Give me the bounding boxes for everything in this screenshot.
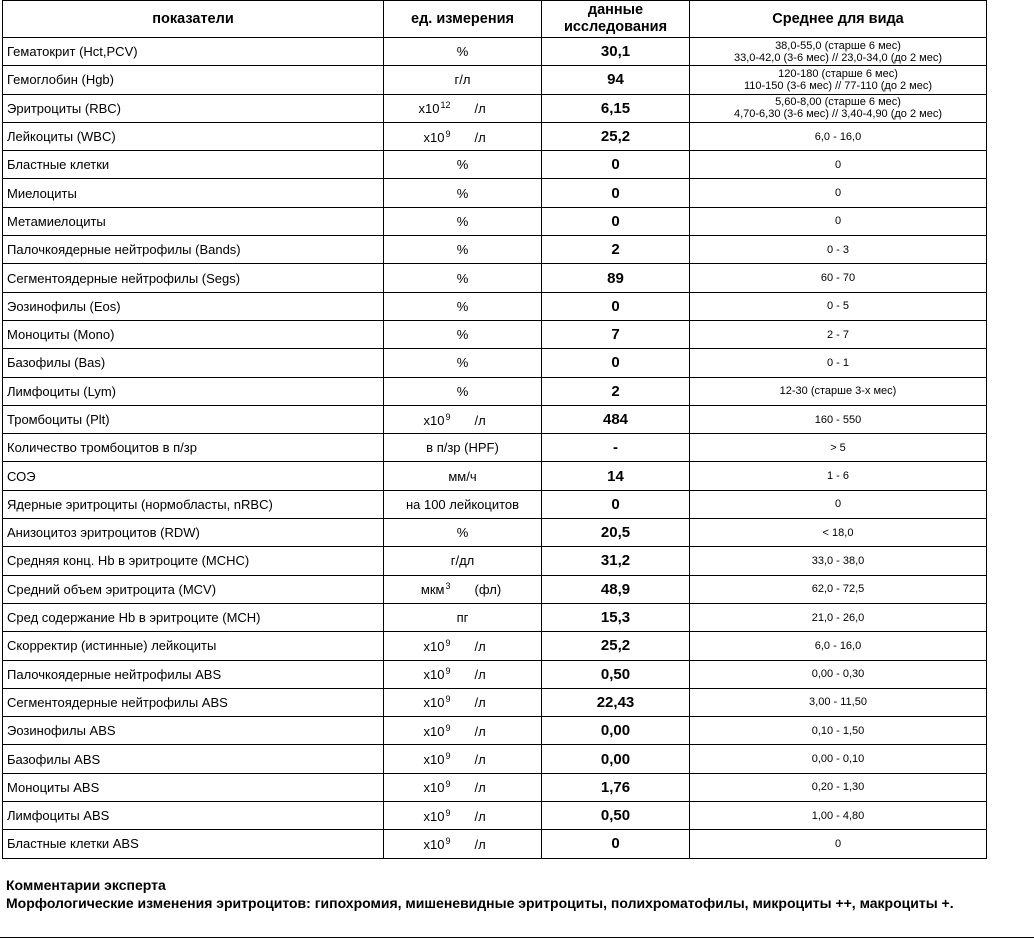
reference-range [690,632,987,660]
parameter-result: 0 [542,349,690,377]
unit-expression [384,100,541,116]
unit-tail: /л [474,808,486,824]
parameter-result: 22,43 [542,688,690,716]
unit-tail: /л [474,638,486,654]
parameter-name: Палочкоядерные нейтрофилы (Bands) [3,236,384,264]
parameter-name: Средняя конц. Hb в эритроците (MCHC) [3,547,384,575]
reference-line: 0,00 - 0,10 [811,753,865,766]
parameter-result: 0,50 [542,802,690,830]
results-body [3,38,987,859]
parameter-name: Скорректир (истинные) лейкоциты [3,632,384,660]
unit-base-text: x10 [423,412,445,428]
parameter-unit [384,575,542,603]
parameter-unit: % [384,207,542,235]
unit-expression [384,638,541,654]
reference-range [690,38,987,66]
reference-line: 0,00 - 0,30 [811,668,865,681]
table-row [3,151,987,179]
table-row [3,377,987,405]
unit-base [384,779,463,795]
reference-line: 0 [834,158,842,171]
reference-line: 5,60-8,00 (старше 6 мес) [775,96,901,109]
unit-expression [384,412,541,428]
parameter-unit [384,802,542,830]
unit-base-text: x10 [423,836,445,852]
unit-base [384,100,463,116]
parameter-name: Эозинофилы ABS [3,717,384,745]
unit-base-text: x10 [423,695,445,711]
unit-base [384,412,463,428]
unit-base [384,694,463,710]
expert-comments [6,876,986,912]
parameter-name: Гемоглобин (Hgb) [3,66,384,94]
reference-line: 12-30 (старше 3-х мес) [779,385,897,398]
reference-line: 0 [834,498,842,511]
reference-range [690,462,987,490]
unit-expression [384,129,541,145]
table-row [3,349,987,377]
header-reference: Среднее для вида [690,1,987,38]
unit-base [384,129,463,145]
reference-range [690,320,987,348]
parameter-unit [384,405,542,433]
table-row [3,802,987,830]
reference-line: 0 - 5 [826,300,849,313]
parameter-result: 25,2 [542,632,690,660]
reference-range [690,292,987,320]
unit-tail: /л [474,695,486,711]
unit-base [384,808,463,824]
parameter-result: 0,00 [542,745,690,773]
parameter-unit [384,830,542,858]
table-row [3,320,987,348]
table-row [3,773,987,801]
unit-base-text: x10 [423,723,445,739]
table-row [3,632,987,660]
parameter-name: Бластные клетки ABS [3,830,384,858]
parameter-unit [384,632,542,660]
results-table [2,0,987,859]
table-row [3,547,987,575]
parameter-unit [384,717,542,745]
unit-exponent: 9 [445,722,451,733]
unit-expression [384,751,541,767]
unit-exponent: 9 [445,779,451,790]
parameter-unit: % [384,38,542,66]
parameter-name: Гематокрит (Hct,PCV) [3,38,384,66]
unit-exponent: 3 [445,581,451,592]
parameter-result: 30,1 [542,38,690,66]
parameter-name: Бластные клетки [3,151,384,179]
reference-range [690,773,987,801]
unit-base [384,723,463,739]
parameter-unit: г/дл [384,547,542,575]
unit-expression [384,723,541,739]
table-row [3,745,987,773]
parameter-unit: на 100 лейкоцитов [384,490,542,518]
reference-line: 0 - 1 [826,356,849,369]
reference-line: 2 - 7 [826,328,849,341]
parameter-unit: % [384,151,542,179]
parameter-unit [384,122,542,150]
header-name: показатели [3,1,384,38]
parameter-name: Лимфоциты (Lym) [3,377,384,405]
unit-base-text: x10 [423,808,445,824]
header-unit: ед. измерения [384,1,542,38]
parameter-name: Базофилы ABS [3,745,384,773]
unit-exponent: 9 [445,807,451,818]
parameter-unit: % [384,264,542,292]
parameter-name: Количество тромбоцитов в п/зр [3,434,384,462]
reference-line: 1,00 - 4,80 [811,809,865,822]
reference-line: 0 - 3 [826,243,849,256]
reference-line: 1 - 6 [826,470,849,483]
parameter-name: Метамиелоциты [3,207,384,235]
reference-range [690,405,987,433]
table-row [3,717,987,745]
parameter-name: СОЭ [3,462,384,490]
reference-range [690,264,987,292]
reference-line: 21,0 - 26,0 [811,611,865,624]
reference-line: 62,0 - 72,5 [811,583,865,596]
reference-line: 0,10 - 1,50 [811,724,865,737]
parameter-result: 25,2 [542,122,690,150]
unit-tail: /л [474,723,486,739]
reference-range [690,547,987,575]
parameter-result: 6,15 [542,94,690,122]
reference-line: 6,0 - 16,0 [814,639,862,652]
parameter-unit [384,773,542,801]
comments-title: Комментарии эксперта [6,877,166,893]
reference-line: 0 [834,215,842,228]
reference-line: 0,20 - 1,30 [811,781,865,794]
unit-base-text: x10 [423,667,445,683]
unit-exponent: 9 [445,666,451,677]
table-row [3,94,987,122]
parameter-result: - [542,434,690,462]
reference-range [690,490,987,518]
parameter-unit: % [384,292,542,320]
table-row [3,179,987,207]
reference-line: < 18,0 [822,526,854,539]
parameter-unit: % [384,377,542,405]
unit-exponent: 12 [440,100,451,111]
unit-exponent: 9 [445,128,451,139]
table-row [3,660,987,688]
parameter-name: Миелоциты [3,179,384,207]
reference-range [690,660,987,688]
parameter-result: 14 [542,462,690,490]
unit-tail: /л [474,836,486,852]
unit-tail: /л [474,129,486,145]
unit-base-text: x10 [423,129,445,145]
parameter-unit [384,745,542,773]
reference-line: 4,70-6,30 (3-6 мес) // 3,40-4,90 (до 2 мес) [733,108,943,121]
reference-range [690,802,987,830]
table-row [3,405,987,433]
reference-line: 60 - 70 [820,272,856,285]
parameter-result: 2 [542,377,690,405]
table-row [3,575,987,603]
bottom-divider [0,937,1034,938]
table-row [3,434,987,462]
table-row [3,38,987,66]
unit-base-text: мкм [420,582,445,598]
parameter-result: 89 [542,264,690,292]
comments-text: Морфологические изменения эритроцитов: гипохромия, мишеневидные эритроциты, полихроматофилы, микроциты ++, макроциты +. [6,895,954,911]
parameter-unit [384,660,542,688]
unit-exponent: 9 [445,637,451,648]
unit-base-text: x10 [423,780,445,796]
reference-range [690,519,987,547]
parameter-name: Сред содержание Hb в эритроците (MCH) [3,603,384,631]
unit-base [384,666,463,682]
table-row [3,236,987,264]
table-row [3,207,987,235]
parameter-result: 484 [542,405,690,433]
parameter-unit: в п/зр (HPF) [384,434,542,462]
header-result: данные исследования [542,1,690,38]
parameter-name: Эритроциты (RBC) [3,94,384,122]
reference-line: 0 [834,187,842,200]
parameter-result: 48,9 [542,575,690,603]
table-row [3,122,987,150]
parameter-unit [384,94,542,122]
reference-line: 110-150 (3-6 мес) // 77-110 (до 2 мес) [743,79,933,92]
reference-range [690,830,987,858]
table-row [3,462,987,490]
reference-range [690,179,987,207]
reference-range [690,717,987,745]
parameter-result: 15,3 [542,603,690,631]
parameter-unit: % [384,236,542,264]
table-row [3,830,987,858]
parameter-name: Эозинофилы (Eos) [3,292,384,320]
reference-line: 33,0-42,0 (3-6 мес) // 23,0-34,0 (до 2 мес) [733,51,943,64]
reference-range [690,236,987,264]
reference-line: > 5 [830,441,846,454]
unit-expression [384,694,541,710]
parameter-result: 0 [542,830,690,858]
unit-tail: /л [474,752,486,768]
parameter-unit: % [384,519,542,547]
reference-range [690,122,987,150]
parameter-name: Базофилы (Bas) [3,349,384,377]
reference-line: 33,0 - 38,0 [811,554,865,567]
parameter-result: 0 [542,207,690,235]
parameter-result: 0 [542,292,690,320]
unit-tail: /л [474,667,486,683]
unit-base-text: x10 [423,752,445,768]
parameter-name: Анизоцитоз эритроцитов (RDW) [3,519,384,547]
header-row [3,1,987,38]
unit-tail: /л [474,412,486,428]
unit-expression [384,666,541,682]
unit-expression [384,836,541,852]
table-row [3,292,987,320]
reference-range [690,688,987,716]
parameter-result: 0 [542,490,690,518]
reference-line: 0 [834,837,842,850]
reference-range [690,349,987,377]
reference-range [690,66,987,94]
table-row [3,66,987,94]
parameter-unit: пг [384,603,542,631]
reference-line: 120-180 (старше 6 мес) [778,67,898,80]
parameter-result: 7 [542,320,690,348]
reference-range [690,434,987,462]
reference-line: 6,0 - 16,0 [814,130,862,143]
reference-range [690,377,987,405]
unit-exponent: 9 [445,835,451,846]
reference-range [690,745,987,773]
unit-base [384,751,463,767]
parameter-unit: г/л [384,66,542,94]
lab-report [2,0,986,859]
reference-range [690,603,987,631]
parameter-result: 0,50 [542,660,690,688]
parameter-result: 0,00 [542,717,690,745]
reference-range [690,207,987,235]
table-row [3,490,987,518]
unit-tail: (фл) [474,582,502,598]
parameter-name: Моноциты ABS [3,773,384,801]
unit-exponent: 9 [445,411,451,422]
parameter-unit: % [384,320,542,348]
reference-range [690,94,987,122]
parameter-unit: мм/ч [384,462,542,490]
unit-expression [384,808,541,824]
reference-line: 38,0-55,0 (старше 6 мес) [775,39,901,52]
parameter-name: Палочкоядерные нейтрофилы ABS [3,660,384,688]
unit-base [384,638,463,654]
table-row [3,688,987,716]
parameter-result: 2 [542,236,690,264]
unit-expression [384,581,541,597]
reference-range [690,151,987,179]
unit-tail: /л [474,101,486,117]
table-row [3,264,987,292]
parameter-name: Тромбоциты (Plt) [3,405,384,433]
reference-range [690,575,987,603]
unit-base-text: x10 [418,101,440,117]
parameter-name: Сегментоядерные нейтрофилы (Segs) [3,264,384,292]
unit-exponent: 9 [445,694,451,705]
parameter-name: Сегментоядерные нейтрофилы ABS [3,688,384,716]
parameter-result: 0 [542,179,690,207]
parameter-name: Лимфоциты ABS [3,802,384,830]
unit-expression [384,779,541,795]
unit-base [384,836,463,852]
parameter-unit: % [384,179,542,207]
unit-exponent: 9 [445,751,451,762]
reference-line: 3,00 - 11,50 [809,696,867,709]
parameter-unit: % [384,349,542,377]
table-row [3,603,987,631]
reference-line: 160 - 550 [814,413,862,426]
parameter-result: 31,2 [542,547,690,575]
parameter-result: 94 [542,66,690,94]
parameter-name: Моноциты (Mono) [3,320,384,348]
parameter-result: 20,5 [542,519,690,547]
table-row [3,519,987,547]
parameter-name: Средний объем эритроцита (MCV) [3,575,384,603]
unit-base-text: x10 [423,638,445,654]
parameter-unit [384,688,542,716]
unit-base [384,581,463,597]
unit-tail: /л [474,780,486,796]
parameter-result: 1,76 [542,773,690,801]
parameter-name: Ядерные эритроциты (нормобласты, nRBC) [3,490,384,518]
parameter-result: 0 [542,151,690,179]
parameter-name: Лейкоциты (WBC) [3,122,384,150]
